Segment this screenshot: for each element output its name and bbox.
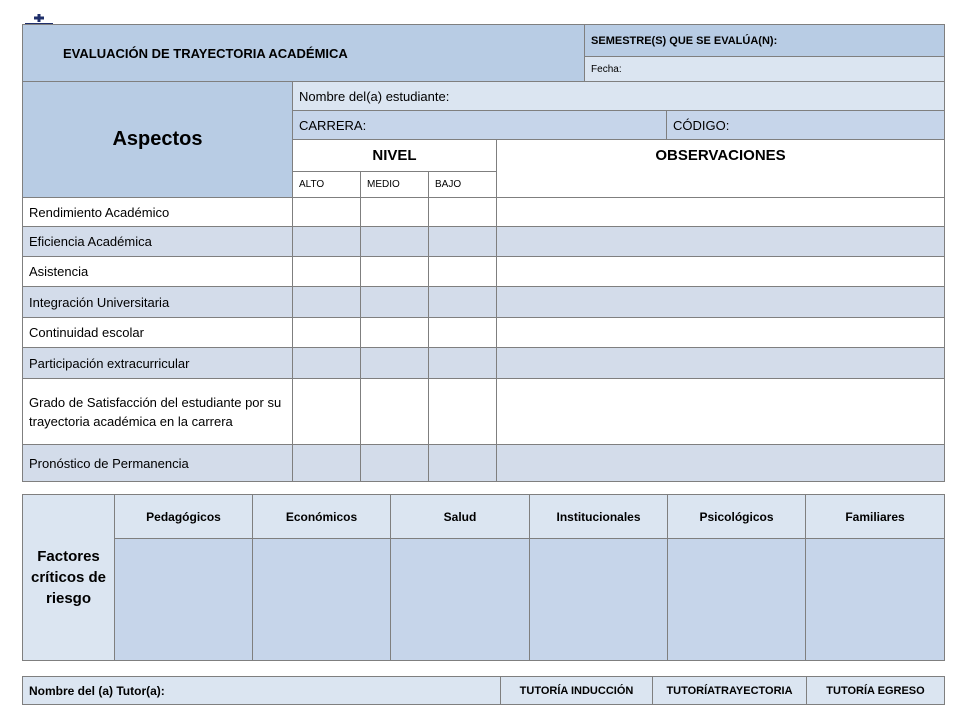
bajo-cell[interactable] — [429, 287, 497, 318]
bajo-cell[interactable] — [429, 227, 497, 257]
evaluation-table — [22, 24, 945, 482]
observaciones-cell[interactable] — [497, 318, 945, 348]
aspect-label: Continuidad escolar — [23, 318, 293, 348]
tutor-name-field[interactable]: Nombre del (a) Tutor(a): — [23, 677, 501, 705]
observaciones-cell[interactable] — [497, 287, 945, 318]
medio-cell[interactable] — [361, 257, 429, 287]
semestres-label[interactable]: SEMESTRE(S) QUE SE EVALÚA(N): — [585, 25, 945, 57]
aspect-label: Grado de Satisfacción del estudiante por su trayectoria académica en la carrera — [23, 379, 293, 445]
nivel-header: NIVEL — [293, 140, 497, 172]
factor-cell-psicologicos[interactable] — [668, 539, 806, 661]
aspect-label: Rendimiento Académico — [23, 198, 293, 227]
aspect-label: Participación extracurricular — [23, 348, 293, 379]
aspect-label: Eficiencia Académica — [23, 227, 293, 257]
factor-header-institucionales: Institucionales — [530, 495, 668, 539]
tutoria-induccion-cell[interactable]: TUTORÍA INDUCCIÓN — [501, 677, 653, 705]
codigo-field[interactable]: CÓDIGO: — [667, 111, 945, 140]
aspect-row — [23, 227, 945, 257]
observaciones-header: OBSERVACIONES — [497, 140, 945, 198]
nivel-medio-header: MEDIO — [361, 172, 429, 198]
factor-header-familiares: Familiares — [806, 495, 945, 539]
nivel-alto-header: ALTO — [293, 172, 361, 198]
aspectos-heading: Aspectos — [23, 82, 293, 198]
factor-header-psicologicos: Psicológicos — [668, 495, 806, 539]
nivel-bajo-header: BAJO — [429, 172, 497, 198]
observaciones-cell[interactable] — [497, 348, 945, 379]
aspect-row — [23, 257, 945, 287]
observaciones-cell[interactable] — [497, 198, 945, 227]
tutoria-egreso-cell[interactable]: TUTORÍA EGRESO — [807, 677, 945, 705]
aspect-row — [23, 445, 945, 482]
factor-header-economicos: Económicos — [253, 495, 391, 539]
factor-cell-salud[interactable] — [391, 539, 530, 661]
aspect-label: Pronóstico de Permanencia — [23, 445, 293, 482]
medio-cell[interactable] — [361, 318, 429, 348]
factor-header-pedagogicos: Pedagógicos — [115, 495, 253, 539]
alto-cell[interactable] — [293, 257, 361, 287]
aspect-row — [23, 318, 945, 348]
alto-cell[interactable] — [293, 379, 361, 445]
medio-cell[interactable] — [361, 227, 429, 257]
factor-cell-institucionales[interactable] — [530, 539, 668, 661]
student-name-field[interactable]: Nombre del(a) estudiante: — [293, 82, 945, 111]
factores-criticos-heading: Factores críticos de riesgo — [23, 495, 115, 661]
alto-cell[interactable] — [293, 445, 361, 482]
bajo-cell[interactable] — [429, 257, 497, 287]
factor-cell-economicos[interactable] — [253, 539, 391, 661]
carrera-field[interactable]: CARRERA: — [293, 111, 667, 140]
page-title: EVALUACIÓN DE TRAYECTORIA ACADÉMICA — [23, 25, 585, 82]
bajo-cell[interactable] — [429, 445, 497, 482]
factor-header-salud: Salud — [391, 495, 530, 539]
factor-cell-pedagogicos[interactable] — [115, 539, 253, 661]
alto-cell[interactable] — [293, 227, 361, 257]
alto-cell[interactable] — [293, 287, 361, 318]
tutor-table — [22, 676, 945, 705]
tutoria-trayectoria-cell[interactable]: TUTORÍATRAYECTORIA — [653, 677, 807, 705]
medio-cell[interactable] — [361, 198, 429, 227]
alto-cell[interactable] — [293, 198, 361, 227]
bajo-cell[interactable] — [429, 348, 497, 379]
observaciones-cell[interactable] — [497, 445, 945, 482]
medio-cell[interactable] — [361, 445, 429, 482]
aspect-label: Asistencia — [23, 257, 293, 287]
aspect-row — [23, 198, 945, 227]
observaciones-cell[interactable] — [497, 257, 945, 287]
alto-cell[interactable] — [293, 348, 361, 379]
factor-cell-familiares[interactable] — [806, 539, 945, 661]
fecha-label[interactable]: Fecha: — [585, 57, 945, 82]
observaciones-cell[interactable] — [497, 227, 945, 257]
aspect-row — [23, 348, 945, 379]
medio-cell[interactable] — [361, 379, 429, 445]
aspect-label: Integración Universitaria — [23, 287, 293, 318]
bajo-cell[interactable] — [429, 379, 497, 445]
medio-cell[interactable] — [361, 287, 429, 318]
alto-cell[interactable] — [293, 318, 361, 348]
observaciones-cell[interactable] — [497, 379, 945, 445]
medio-cell[interactable] — [361, 348, 429, 379]
bajo-cell[interactable] — [429, 198, 497, 227]
aspect-row — [23, 379, 945, 445]
aspect-row — [23, 287, 945, 318]
risk-factors-table — [22, 494, 945, 661]
bajo-cell[interactable] — [429, 318, 497, 348]
